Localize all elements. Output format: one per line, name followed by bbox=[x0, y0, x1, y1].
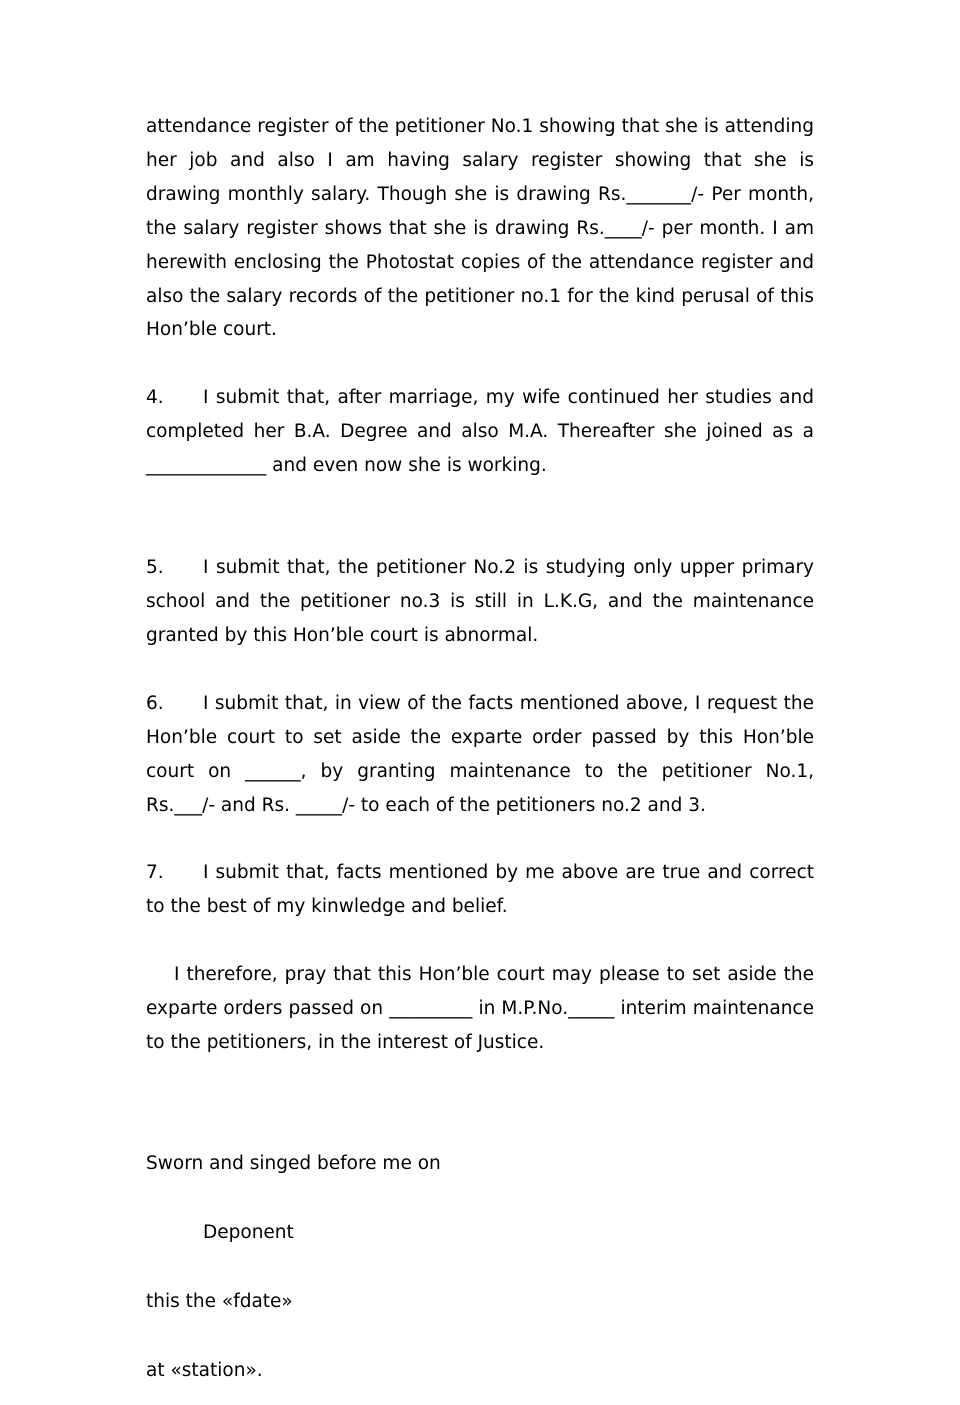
paragraph-text: I submit that, in view of the facts mentioned above, I request the Hon’ble court to set aside the exparte order passed by this Hon’ble court on ______, by granting maintenance to the petitioner No.1, Rs.___/- and Rs. _____/- to each of the petitioners no.2 and 3. bbox=[146, 692, 814, 816]
paragraph-number: 7. bbox=[146, 862, 164, 884]
date-line: this the «fdate» bbox=[146, 1291, 293, 1312]
paragraph-number: 5. bbox=[146, 557, 164, 579]
spacer bbox=[146, 822, 814, 856]
deponent-label: Deponent bbox=[203, 1222, 294, 1243]
paragraph-5 bbox=[146, 551, 814, 653]
paragraph-4 bbox=[146, 381, 814, 483]
paragraph-number: 6. bbox=[146, 692, 164, 714]
spacer bbox=[146, 653, 814, 687]
signature-block bbox=[146, 1106, 441, 1405]
paragraph-text: I submit that, after marriage, my wife continued her studies and completed her B.A. Degree and also M.A. Thereafter she joined as a _____________ and even now she is working. bbox=[146, 387, 814, 477]
spacer bbox=[146, 347, 814, 381]
spacer bbox=[146, 924, 814, 958]
paragraph-text: I submit that, facts mentioned by me above are true and correct to the best of my kinwledge and belief. bbox=[146, 862, 814, 918]
paragraph-6 bbox=[146, 687, 814, 823]
intro-paragraph: attendance register of the petitioner No.1 showing that she is attending her job and also I am having salary register showing that she is drawing monthly salary. Though she is drawing Rs._______/- Per month, the salary register shows that she is drawing Rs.____/- per month. I am herewith enclosing the Photostat copies of the attendance register and also the salary records of the petitioner no.1 for the kind perusal of this Hon’ble court. bbox=[146, 116, 814, 341]
sworn-line: Sworn and singed before me on bbox=[146, 1153, 441, 1174]
paragraph-7 bbox=[146, 856, 814, 924]
document-body bbox=[146, 110, 814, 1060]
station-line: at «station». bbox=[146, 1360, 263, 1381]
paragraph-number: 4. bbox=[146, 387, 164, 409]
paragraph-text: I submit that, the petitioner No.2 is studying only upper primary school and the petitioner no.3 is still in L.K.G, and the maintenance granted by this Hon’ble court is abnormal. bbox=[146, 557, 814, 646]
prayer-paragraph: I therefore, pray that this Hon’ble court may please to set aside the exparte orders passed on _________ in M.P.No._____ interim maintenance to the petitioners, in the interest of Justice. bbox=[146, 964, 814, 1054]
spacer bbox=[146, 483, 814, 551]
